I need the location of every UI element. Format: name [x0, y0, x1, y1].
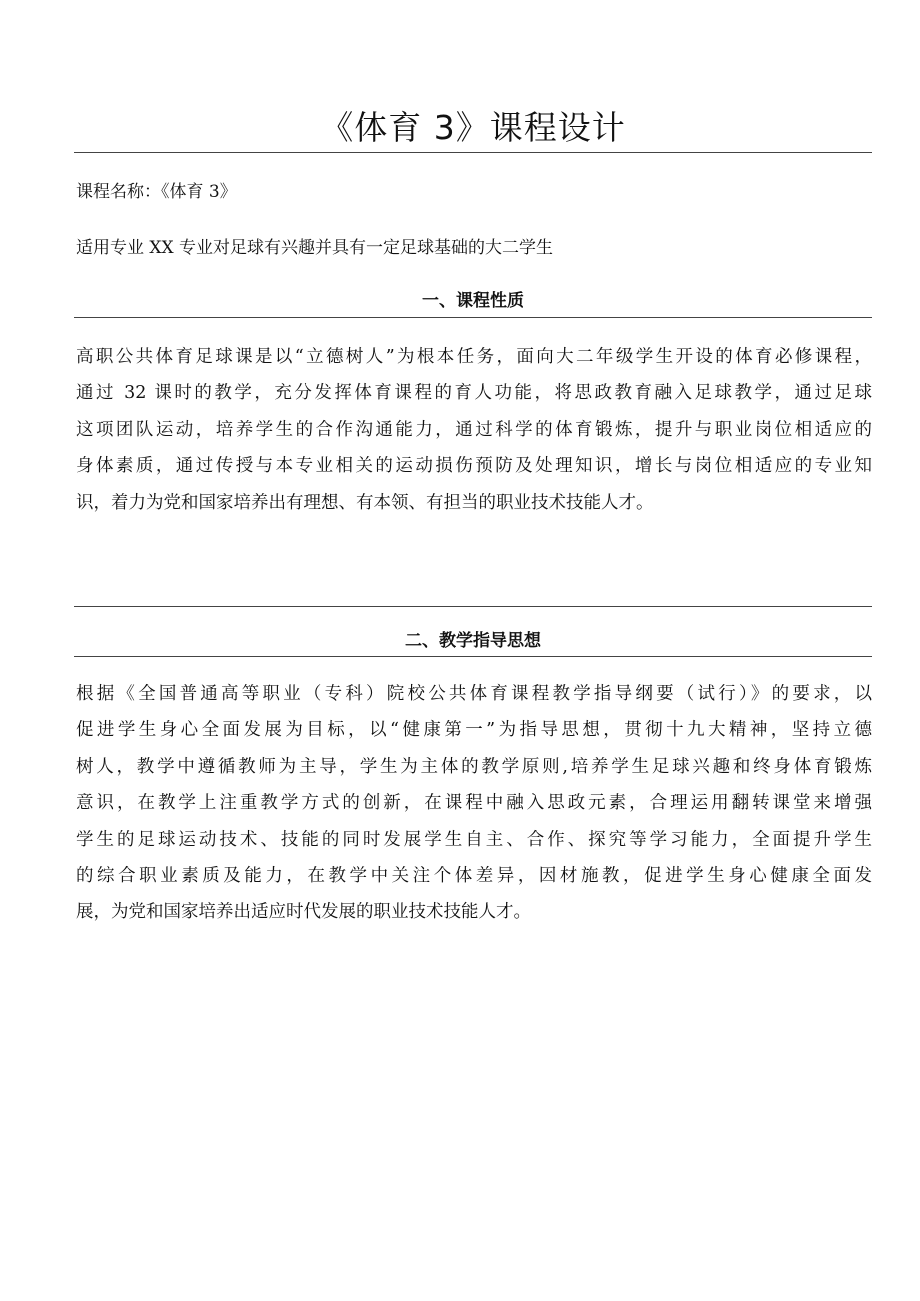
section-heading-course-nature: 一、课程性质 [422, 291, 524, 311]
paragraph-line: 学生的足球运动技术、技能的同时发展学生自主、合作、探究等学习能力，全面提升学生 [76, 829, 872, 850]
paragraph-line: 促进学生身心全面发展为目标，以“健康第一”为指导思想，贯彻十九大精神，坚持立德 [76, 720, 872, 741]
paragraph-line: 这项团队运动，培养学生的合作沟通能力，通过科学的体育锻炼，提升与职业岗位相适应的 [76, 419, 872, 440]
paragraph-line: 高职公共体育足球课是以“立德树人”为根本任务，面向大二年级学生开设的体育必修课程， [76, 347, 872, 367]
course-name-line: 课程名称：《体育 3》 [76, 182, 237, 202]
paragraph-line: 根据《全国普通高等职业（专科）院校公共体育课程教学指导纲要（试行）》的要求，以 [76, 684, 872, 704]
section-1-heading-rule [74, 317, 872, 318]
paragraph-line: 身体素质，通过传授与本专业相关的运动损伤预防及处理知识，增长与岗位相适应的专业知 [76, 456, 872, 477]
course-nature-paragraph [76, 339, 872, 521]
paragraph-line: 的综合职业素质及能力，在教学中关注个体差异，因材施教，促进学生身心健康全面发 [76, 865, 872, 886]
paragraph-line: 树人，教学中遵循教师为主导，学生为主体的教学原则,培养学生足球兴趣和终身体育锻炼 [76, 756, 872, 777]
paragraph-line: 通过 32 课时的教学，充分发挥体育课程的育人功能，将思政教育融入足球教学，通过足球 [76, 383, 872, 404]
title-underline [74, 152, 872, 153]
section-2-heading-rule [74, 656, 872, 657]
paragraph-line: 展，为党和国家培养出适应时代发展的职业技术技能人才。 [76, 902, 531, 923]
document-title: 《体育 3》课程设计 [320, 108, 626, 147]
section-heading-teaching-guideline: 二、教学指导思想 [405, 631, 541, 651]
teaching-guideline-paragraph [76, 676, 872, 931]
section-divider [74, 606, 872, 607]
paragraph-line: 意识，在教学上注重教学方式的创新，在课程中融入思政元素，合理运用翻转课堂来增强 [76, 793, 872, 814]
paragraph-line: 识，着力为党和国家培养出有理想、有本领、有担当的职业技术技能人才。 [76, 492, 654, 513]
applicable-major-line: 适用专业 XX 专业对足球有兴趣并具有一定足球基础的大二学生 [76, 238, 554, 258]
